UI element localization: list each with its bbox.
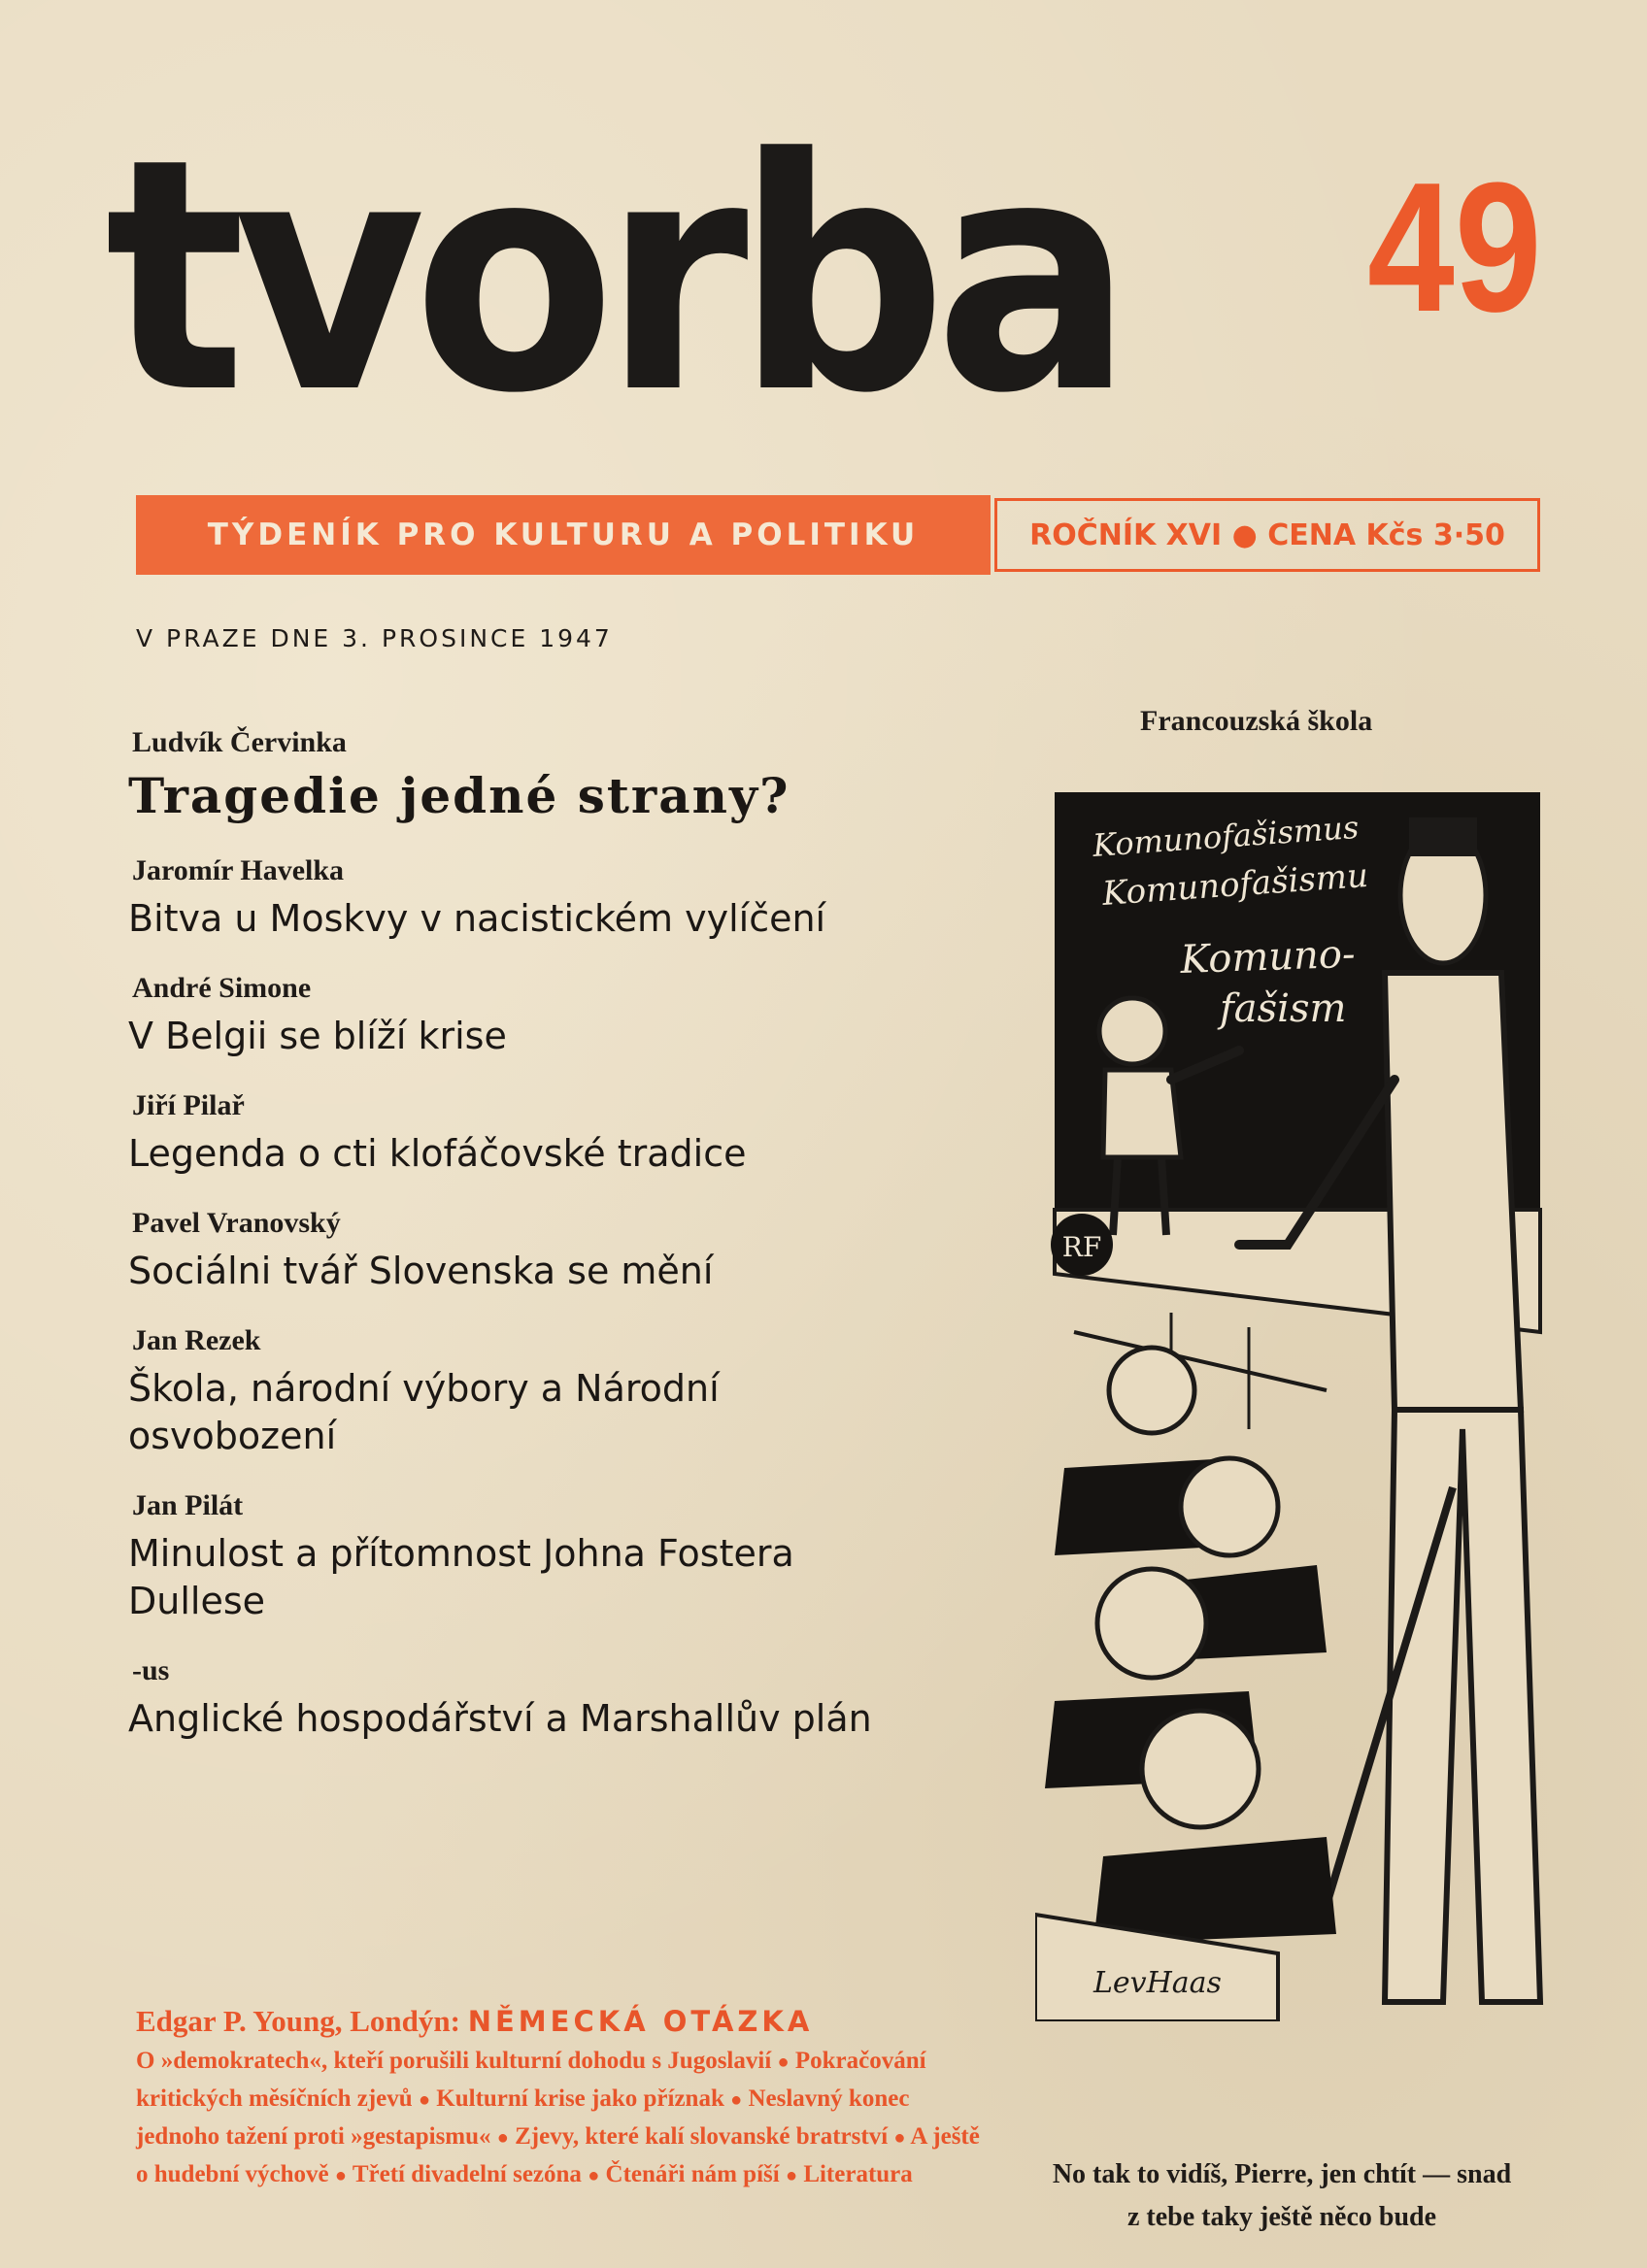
feature-teasers	[136, 2004, 991, 2194]
feature-headline	[136, 2004, 991, 2039]
article-author: Jan Pilát	[132, 1489, 244, 1521]
tagline-text: TÝDENÍK PRO KULTURU A POLITIKU	[207, 517, 920, 552]
teaser-list	[136, 2043, 991, 2194]
artist-signature: LevHaas	[1093, 1966, 1222, 2000]
table-of-contents	[128, 726, 983, 1772]
cartoon-caption	[981, 2153, 1583, 2239]
article-entry	[128, 726, 983, 825]
tagline-bar	[136, 495, 991, 575]
article-title: Anglické hospodářství a Marshallův plán	[128, 1697, 872, 1740]
teaser-item: Kulturní krise jako příznak	[436, 2085, 724, 2112]
bullet-icon: ●	[418, 2089, 431, 2111]
teaser-item: O »demokratech«, kteří porušili kulturní dohodu s Jugoslavií	[136, 2048, 772, 2074]
teaser-item: Zjevy, které kalí slovanské bratrství	[515, 2123, 889, 2150]
board-line: Komuno-	[1179, 931, 1357, 983]
teaser-item: Neslavný konec jednoho tažení proti »gestapismu«	[136, 2085, 910, 2150]
caption-line: z tebe taky ještě něco bude	[1126, 2202, 1437, 2232]
pupil-head	[1099, 998, 1165, 1064]
article-author: André Simone	[132, 972, 312, 1004]
article-title: Bitva u Moskvy v nacistickém vylíčení	[128, 897, 826, 940]
article-author: Jaromír Havelka	[132, 854, 345, 886]
cartoon-title: Francouzská škola	[1140, 705, 1373, 737]
caption-line: No tak to vidíš, Pierre, jen chtít — snad	[1052, 2159, 1512, 2189]
feature-author: Edgar P. Young, Londýn:	[136, 2004, 460, 2038]
article-title: Tragedie jedné strany?	[128, 767, 790, 824]
article-title: Škola, národní výbory a Národní osvobození	[128, 1367, 720, 1457]
dateline: V PRAZE DNE 3. PROSINCE 1947	[136, 624, 613, 652]
pupil-head	[1142, 1711, 1259, 1827]
volume-price-text: ROČNÍK XVI ● CENA Kčs 3·50	[1029, 517, 1505, 552]
article-title: Minulost a přítomnost Johna Fostera Dullese	[128, 1532, 794, 1622]
article-entry	[128, 854, 983, 943]
bullet-icon: ●	[730, 2089, 743, 2111]
teaser-item: Pokračování kritických měsíčních zjevů	[136, 2048, 926, 2112]
article-author: Jiří Pilař	[132, 1089, 245, 1121]
board-line: fašism	[1220, 986, 1347, 1031]
article-entry	[128, 1654, 983, 1743]
general-body	[1385, 973, 1521, 1410]
rf-stamp-text: RF	[1061, 1231, 1102, 1263]
volume-price-box	[994, 498, 1540, 572]
board-line: Komunofašismus	[1091, 808, 1361, 864]
teaser-item: A ještě o hudební výchově	[136, 2123, 980, 2187]
bullet-icon: ●	[777, 2051, 790, 2073]
teaser-item: Literatura	[803, 2161, 913, 2187]
bullet-icon: ●	[334, 2165, 348, 2186]
pupil-head	[1109, 1348, 1194, 1433]
article-author: Jan Rezek	[132, 1324, 261, 1356]
article-author: Pavel Vranovský	[132, 1207, 341, 1239]
article-author: -us	[132, 1654, 170, 1686]
article-title: Sociálni tvář Slovenska se mění	[128, 1250, 714, 1292]
bullet-icon: ●	[785, 2165, 798, 2186]
issue-number: 49	[1367, 145, 1542, 350]
bullet-icon: ●	[893, 2127, 906, 2149]
feature-title: NĚMECKÁ OTÁZKA	[467, 2005, 814, 2038]
article-entry	[128, 1324, 983, 1460]
masthead-title: tvorba	[105, 90, 1122, 463]
cartoon-illustration	[1035, 788, 1560, 2021]
cartoon-drawing	[1035, 788, 1560, 2021]
article-entry	[128, 1089, 983, 1178]
bullet-icon: ●	[496, 2127, 509, 2149]
pupil-head	[1097, 1569, 1206, 1678]
article-entry	[128, 1207, 983, 1295]
article-entry	[128, 1489, 983, 1625]
board-line: Komunofašismu	[1100, 855, 1370, 914]
bullet-icon: ●	[588, 2165, 600, 2186]
article-title: V Belgii se blíží krise	[128, 1015, 507, 1057]
article-title: Legenda o cti klofáčovské tradice	[128, 1132, 747, 1175]
teaser-item: Čtenáři nám píší	[605, 2161, 780, 2187]
article-entry	[128, 972, 983, 1060]
pupil-head	[1181, 1458, 1278, 1555]
teaser-item: Třetí divadelní sezóna	[352, 2161, 582, 2187]
article-author: Ludvík Červinka	[132, 726, 347, 758]
